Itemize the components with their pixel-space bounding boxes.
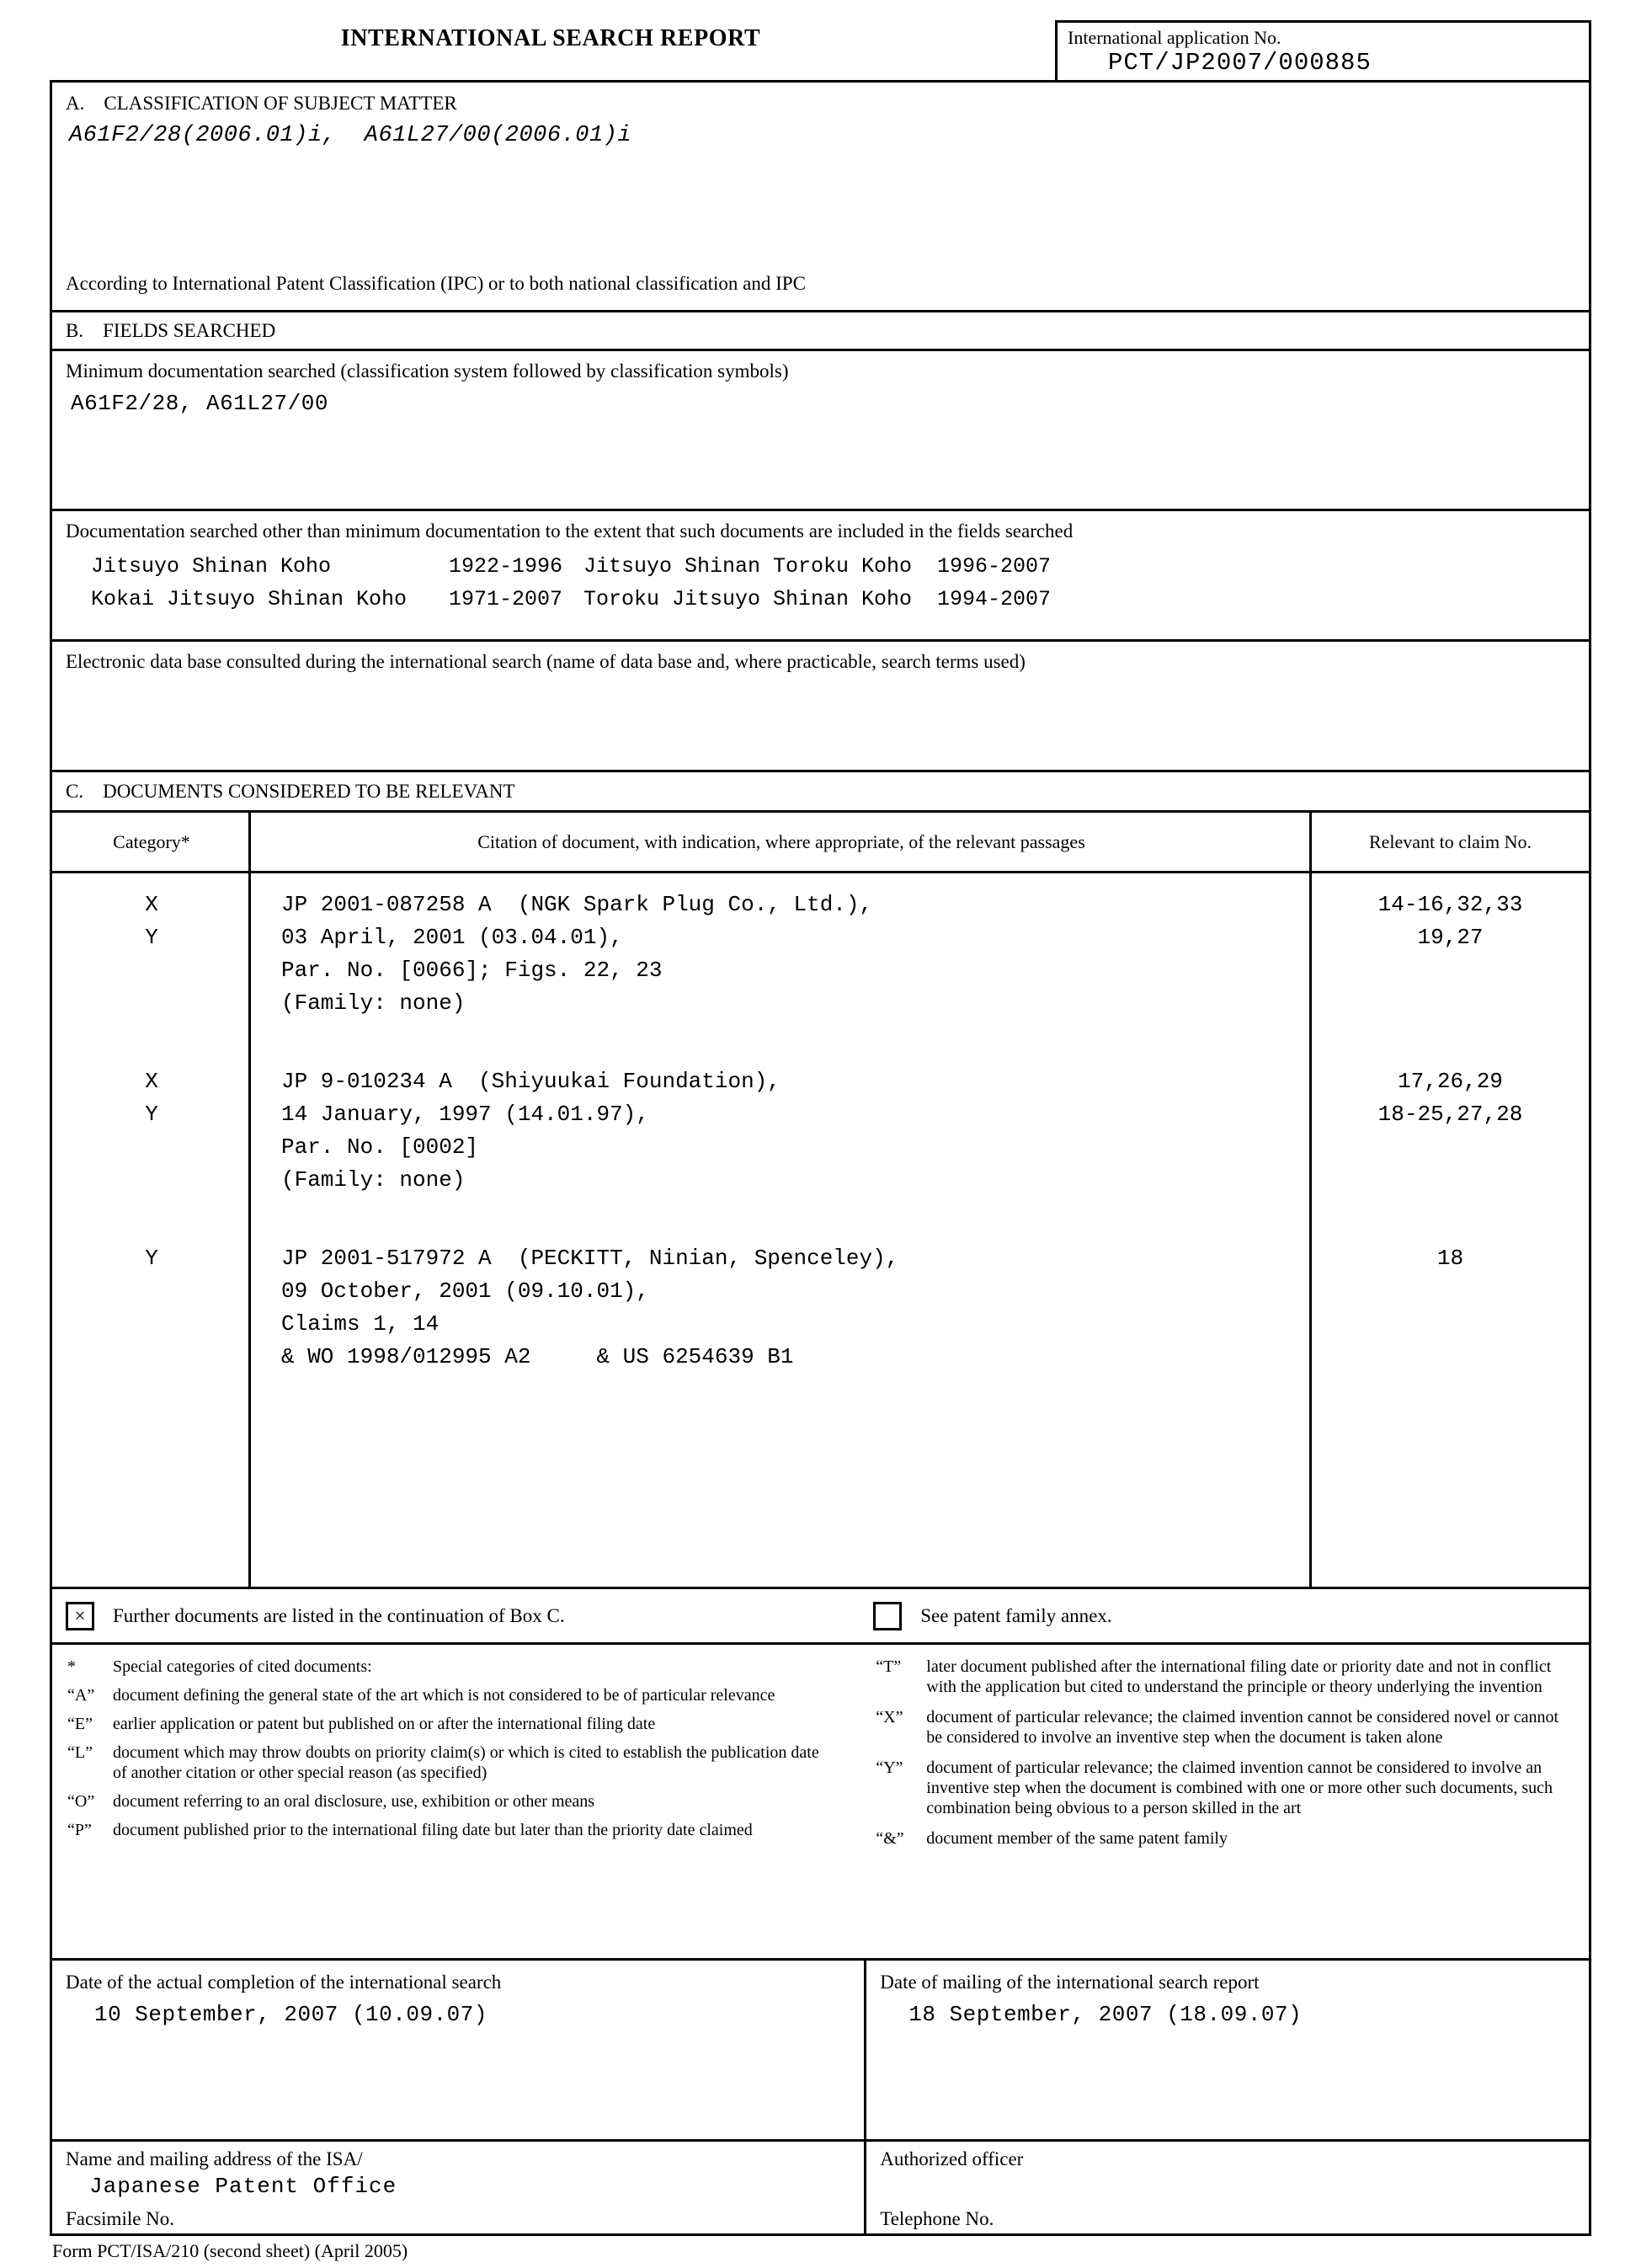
telephone-label: Telephone No. — [880, 2208, 994, 2229]
facsimile-label: Facsimile No. — [66, 2208, 175, 2229]
doc-range: 1994-2007 — [937, 586, 1052, 611]
documents-table-body — [52, 871, 1589, 1587]
section-a-heading: A. CLASSIFICATION OF SUBJECT MATTER — [66, 93, 457, 114]
minimum-documentation-cell — [52, 349, 1589, 509]
legend-text: document of particular relevance; the claimed invention cannot be considered novel or cannot be considered to involve an inventive step when the document is taken alone — [926, 1708, 1559, 1747]
patent-family-annex-checkbox[interactable] — [873, 1602, 902, 1630]
checkbox-row — [52, 1587, 1589, 1642]
ipc-note: According to International Patent Classification (IPC) or to both national classification and IPC — [66, 273, 806, 294]
legend-item — [872, 1657, 1569, 1697]
page-title: INTERNATIONAL SEARCH REPORT — [340, 25, 761, 51]
application-number-value: PCT/JP2007/000885 — [1108, 49, 1372, 77]
other-documentation-label: Documentation searched other than minimum documentation to the extent that such documents are included in the fields searched — [66, 520, 1074, 542]
doc-name: Jitsuyo Shinan Koho — [91, 554, 332, 579]
further-documents-group — [52, 1602, 866, 1630]
mailing-date-label: Date of mailing of the international search report — [880, 1972, 1260, 1993]
doc-name: Kokai Jitsuyo Shinan Koho — [91, 586, 408, 611]
doc-name: Jitsuyo Shinan Toroku Koho — [583, 554, 913, 579]
completion-date-label: Date of the actual completion of the international search — [66, 1972, 502, 1993]
name-officer-row — [52, 2139, 1589, 2233]
legend-text: document published prior to the international filing date but later than the priority date claimed — [113, 1821, 753, 1839]
isa-address-cell — [52, 2142, 866, 2233]
legend-left-column — [64, 1657, 864, 1958]
further-documents-label: Further documents are listed in the continuation of Box C. — [113, 1604, 565, 1626]
patent-family-annex-label: See patent family annex. — [920, 1604, 1112, 1626]
section-c-heading: C. DOCUMENTS CONSIDERED TO BE RELEVANT — [66, 781, 515, 802]
mailing-date-value: 18 September, 2007 (18.09.07) — [908, 2002, 1303, 2027]
doc-range: 1922-1996 — [449, 554, 563, 579]
electronic-database-label: Electronic data base consulted during the international search (name of data base and, where practicable, search terms used) — [66, 651, 1026, 672]
form-note: Form PCT/ISA/210 (second sheet) (April 2005) — [52, 2240, 408, 2261]
documents-table-header — [52, 810, 1589, 871]
doc-range: 1996-2007 — [937, 554, 1052, 579]
section-c-header — [52, 770, 1589, 810]
legend-text: later document published after the international filing date or priority date and not in conflict with the application but cited to understand the principle or theory underlying the invention — [926, 1657, 1552, 1696]
minimum-documentation-label: Minimum documentation searched (classification system followed by classification symbols) — [66, 360, 789, 382]
legend-item — [872, 1828, 1569, 1849]
legend-symbol: “A” — [67, 1686, 95, 1705]
legend-text: Special categories of cited documents: — [113, 1657, 372, 1676]
column-claims: Relevant to claim No. — [1368, 830, 1532, 852]
row-claims: 18 — [1436, 1246, 1464, 1271]
report-table — [50, 80, 1591, 2236]
legend-symbol: “L” — [67, 1743, 93, 1762]
doc-range: 1971-2007 — [449, 586, 563, 611]
legend-symbol: “Y” — [876, 1758, 903, 1777]
dates-row — [52, 1958, 1589, 2139]
mailing-date-cell — [866, 1961, 1589, 2139]
section-a — [52, 83, 1589, 310]
column-category: Category* — [113, 830, 190, 852]
legend-symbol: * — [67, 1657, 76, 1676]
legend-item — [872, 1707, 1569, 1748]
legend-text: document member of the same patent family — [926, 1829, 1228, 1848]
table-row — [52, 1242, 1589, 1374]
legend-text: document of particular relevance; the claimed invention cannot be considered to involve an inventive step when the document is combined with one or more other such documents, such combination being obvious to a person skilled in the art — [926, 1758, 1553, 1817]
row-citation: JP 2001-087258 A (NGK Spark Plug Co., Ltd.), 03 April, 2001 (03.04.01), Par. No. [0066]; Figs. 22, 23 (Family: none) — [281, 892, 873, 1016]
legend-text: document referring to an oral disclosure, use, exhibition or other means — [113, 1792, 595, 1811]
authorized-officer-cell — [866, 2142, 1589, 2233]
authorized-officer-label: Authorized officer — [880, 2148, 1024, 2169]
row-citation: JP 2001-517972 A (PECKITT, Ninian, Spenceley), 09 October, 2001 (09.10.01), Claims 1, 14 & WO 1998/012995 A2 & US 6254639 B1 — [281, 1246, 899, 1369]
further-documents-checkbox[interactable]: × — [66, 1602, 94, 1630]
legend-item — [64, 1820, 825, 1840]
completion-date-value: 10 September, 2007 (10.09.07) — [94, 2002, 488, 2027]
application-number-box — [1055, 20, 1591, 80]
row-claims: 17,26,29 18-25,27,28 — [1377, 1069, 1523, 1127]
legend-text: earlier application or patent but published on or after the international filing date — [113, 1715, 656, 1733]
isa-address-value: Japanese Patent Office — [89, 2174, 397, 2199]
legend-item — [64, 1714, 825, 1734]
row-citation: JP 9-010234 A (Shiyuukai Foundation), 14 January, 1997 (14.01.97), Par. No. [0002] (Family: none) — [281, 1069, 781, 1193]
section-b-header — [52, 310, 1589, 349]
legend-right-column — [864, 1657, 1574, 1958]
legend-item — [872, 1758, 1569, 1818]
row-category: Y — [145, 1246, 158, 1271]
legend-item — [64, 1742, 825, 1783]
electronic-database-cell — [52, 639, 1589, 770]
legend-symbol: “E” — [67, 1715, 93, 1733]
isa-address-label: Name and mailing address of the ISA/ — [66, 2148, 363, 2169]
other-documentation-cell — [52, 509, 1589, 639]
section-b-heading: B. FIELDS SEARCHED — [66, 320, 276, 341]
classification-value: A61F2/28(2006.01)i, A61L27/00(2006.01)i — [69, 123, 632, 148]
legend-text: document which may throw doubts on priority claim(s) or which is cited to establish the publication date of another citation or other special reason (as specified) — [113, 1743, 819, 1782]
application-number-label: International application No. — [1068, 27, 1281, 48]
legend-item — [64, 1791, 825, 1812]
legend-symbol: “T” — [876, 1657, 902, 1676]
legend-symbol: “P” — [67, 1821, 92, 1839]
legend-item — [64, 1685, 825, 1705]
legend-symbol: “X” — [876, 1708, 903, 1726]
legend-item — [64, 1657, 825, 1677]
legend-symbol: “O” — [67, 1792, 95, 1811]
minimum-documentation-value: A61F2/28, A61L27/00 — [71, 391, 328, 416]
legend-symbol: “&” — [876, 1829, 904, 1848]
cited-documents-legend — [52, 1642, 1589, 1958]
row-category: X Y — [145, 1069, 158, 1127]
table-row — [52, 889, 1589, 1020]
doc-name: Toroku Jitsuyo Shinan Koho — [583, 586, 913, 611]
patent-family-annex-group — [866, 1602, 1589, 1630]
column-citation: Citation of document, with indication, where appropriate, of the relevant passages — [477, 830, 1085, 852]
row-category: X Y — [145, 892, 158, 950]
table-row — [52, 1065, 1589, 1197]
legend-text: document defining the general state of the art which is not considered to be of particular relevance — [113, 1686, 775, 1705]
completion-date-cell — [52, 1961, 866, 2139]
row-claims: 14-16,32,33 19,27 — [1377, 892, 1523, 950]
other-documentation-table — [66, 551, 1575, 616]
